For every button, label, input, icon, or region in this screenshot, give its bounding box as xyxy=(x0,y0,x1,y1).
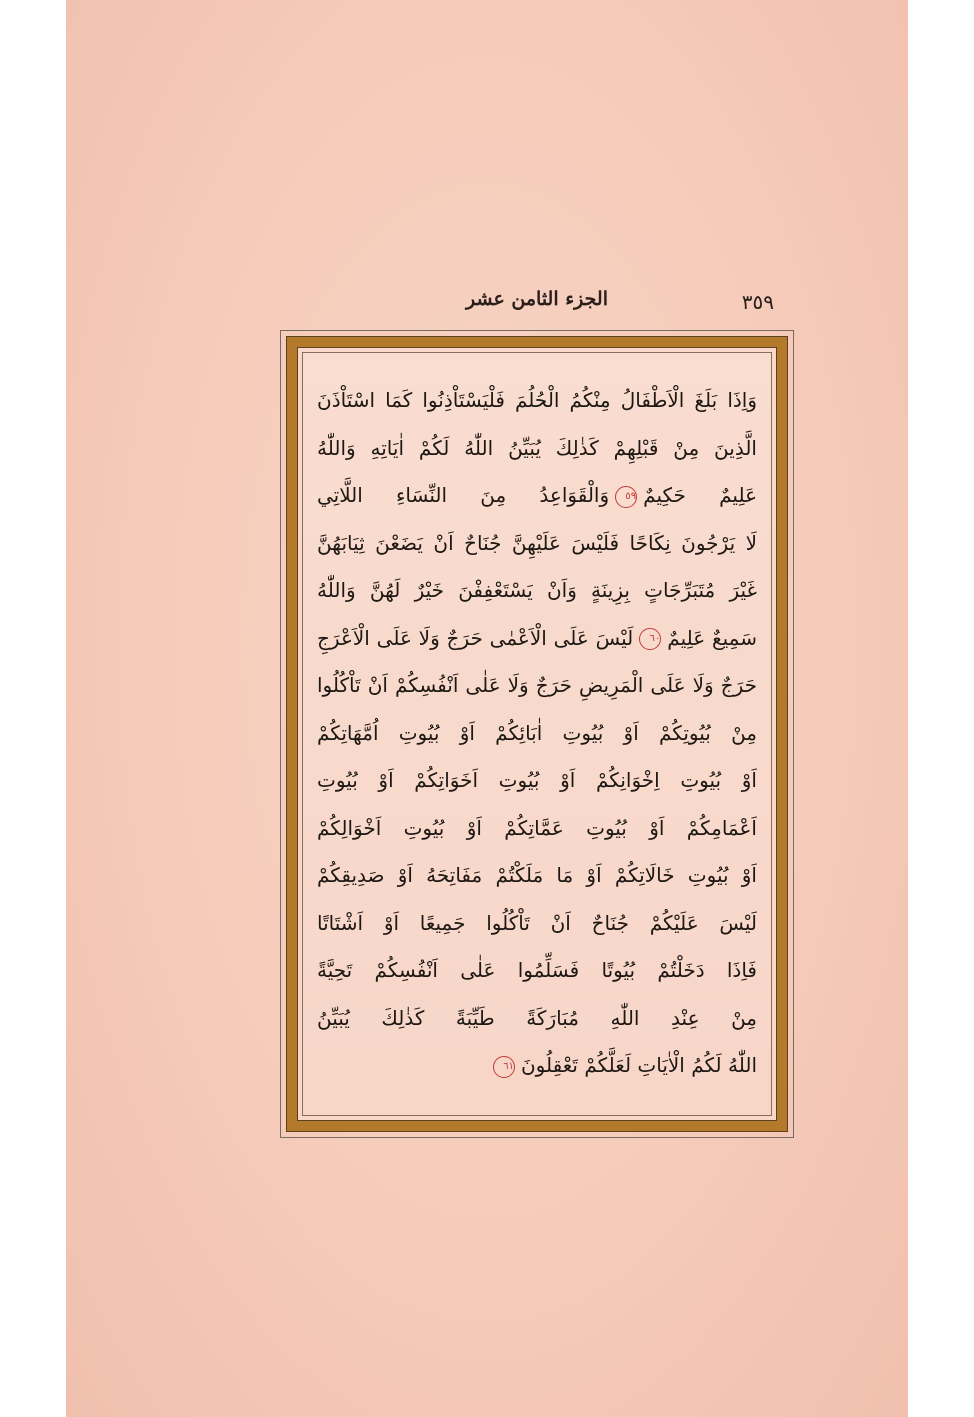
line-text: مِنْ عِنْدِ اللّٰهِ مُبَارَكَةً طَيِّبَةً كَذٰلِكَ يُبَيِّنُ xyxy=(317,1005,757,1030)
line-text: لَيْسَ عَلَيْكُمْ جُنَاحٌ اَنْ تَاْكُلُوا جَمِيعًا اَوْ اَشْتَاتًا xyxy=(317,910,757,935)
verse-line-8 xyxy=(317,710,757,758)
verse-line-4 xyxy=(317,520,757,568)
line-text: سَمِيعٌ عَلِيمٌ xyxy=(667,625,757,650)
line-text: لَا يَرْجُونَ نِكَاحًا فَلَيْسَ عَلَيْهِنَّ جُنَاحٌ اَنْ يَضَعْنَ ثِيَابَهُنَّ xyxy=(317,530,757,555)
verse-line-10 xyxy=(317,805,757,853)
verse-line-11 xyxy=(317,852,757,900)
juz-title: الجزء الثامن عشر xyxy=(466,288,608,310)
verse-line-1 xyxy=(317,377,757,425)
line-text: حَرَجٌ وَلَا عَلَى الْمَرِيضِ حَرَجٌ وَلَا عَلٰى اَنْفُسِكُمْ اَنْ تَاْكُلُوا xyxy=(317,673,757,697)
line-text: اللّٰهُ لَكُمُ الْاٰيَاتِ لَعَلَّكُمْ تَعْقِلُونَ xyxy=(520,1053,757,1077)
ayah-marker: ٥٩ xyxy=(615,486,637,508)
line-text: الَّذِينَ مِنْ قَبْلِهِمْ كَذٰلِكَ يُبَيِّنُ اللّٰهُ لَكُمْ اٰيَاتِهِ وَاللّٰهُ xyxy=(317,435,757,460)
verse-line-9 xyxy=(317,757,757,805)
verse-line-2 xyxy=(317,425,757,473)
line-text: فَاِذَا دَخَلْتُمْ بُيُوتًا فَسَلِّمُوا عَلٰى اَنْفُسِكُمْ تَحِيَّةً xyxy=(317,958,757,982)
verse-line-14 xyxy=(317,995,757,1043)
verse-line-5 xyxy=(317,567,757,615)
page-header xyxy=(290,286,784,328)
right-margin-band xyxy=(908,0,974,1417)
text-panel xyxy=(302,352,772,1116)
ayah-marker: ٦٠ xyxy=(639,628,661,650)
ayah-marker: ٦١ xyxy=(493,1056,515,1078)
verse-line-13 xyxy=(317,947,757,995)
left-margin-band xyxy=(0,0,66,1417)
verse-line-15 xyxy=(317,1042,757,1090)
line-text: مِنْ بُيُوتِكُمْ اَوْ بُيُوتِ اٰبَائِكُمْ اَوْ بُيُوتِ اُمَّهَاتِكُمْ xyxy=(317,720,757,745)
line-text: عَلِيمٌ حَكِيمٌ xyxy=(643,483,757,507)
line-text: وَالْقَوَاعِدُ مِنَ النِّسَاءِ اللَّاتِي xyxy=(317,483,610,507)
line-text: لَيْسَ عَلَى الْاَعْمٰى حَرَجٌ وَلَا عَلَى الْاَعْرَجِ xyxy=(317,625,634,650)
verse-lines xyxy=(317,377,757,1095)
page-number: ٣٥٩ xyxy=(741,290,774,314)
line-text: اَعْمَامِكُمْ اَوْ بُيُوتِ عَمَّاتِكُمْ اَوْ بُيُوتِ اَخْوَالِكُمْ xyxy=(317,815,757,840)
verse-line-7 xyxy=(317,662,757,710)
verse-line-12 xyxy=(317,900,757,948)
line-text: اَوْ بُيُوتِ اِخْوَانِكُمْ اَوْ بُيُوتِ اَخَوَاتِكُمْ اَوْ بُيُوتِ xyxy=(317,768,757,792)
line-text: وَاِذَا بَلَغَ الْاَطْفَالُ مِنْكُمُ الْحُلُمَ فَلْيَسْتَاْذِنُوا كَمَا اسْتَاْذَنَ xyxy=(317,388,757,412)
line-text: غَيْرَ مُتَبَرِّجَاتٍ بِزِينَةٍ وَاَنْ يَسْتَعْفِفْنَ خَيْرٌ لَهُنَّ وَاللّٰهُ xyxy=(317,578,757,602)
line-text: اَوْ بُيُوتِ خَالَاتِكُمْ اَوْ مَا مَلَكْتُمْ مَفَاتِحَهُ اَوْ صَدِيقِكُمْ xyxy=(317,863,757,887)
verse-line-6 xyxy=(317,615,757,663)
verse-line-3 xyxy=(317,472,757,520)
